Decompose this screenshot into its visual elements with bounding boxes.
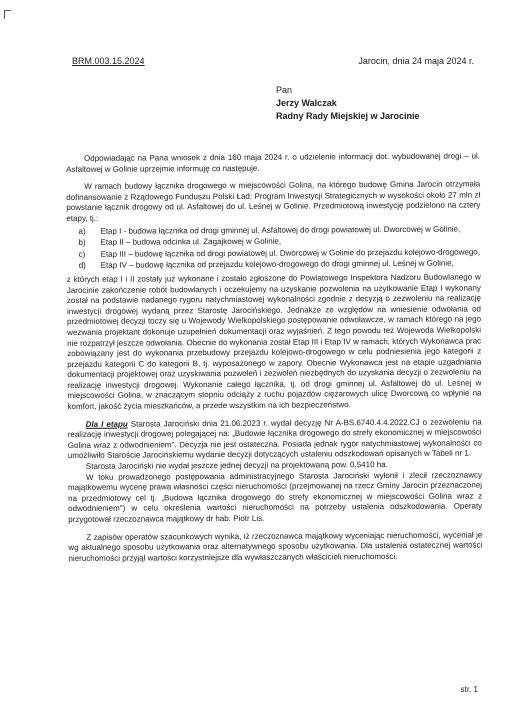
addressee-salutation: Pan — [276, 85, 293, 95]
paragraph-appraisal: Z zapisów operatów szacunkowych wynika, iż rzeczoznawca majątkowy wyceniając nieruchomości, wyceniał je wg aktualnego sposobu użytkowania oraz alternatywnego sposobu użytkowania. Dla ustalenia ostatecznej wartości nieruchomości przyjął wartości korzystniejsze dla wywłaszczanych właścicieli nieruchomości. — [68, 530, 483, 563]
paragraph-status: z których etap I i II zostały już wykonane i zostało zgłoszone do Powiatowego Inspektora Nadzoru Budowlanego w Jarocinie zakończenie robót budowlanych i oczekujemy na uzyskanie pozwolenia na użytkowanie Etap I wykonany został na podstawie nadanego rygoru natychmiastowej wykonalności zgodnie z decyzją o zezwoleniu na realizację inwestycji drogowej wydaną przez Starostę Jarocińskiego. Jednakże ze względów na wniesienie odwołania od przedmiotowej decyzji toczy się u Wojewody Wielkopolskiego postępowanie odwoławcze, w ramach którego na jego wezwania projektant dokonuje uzupełnień dokumentacji oraz wyjaśnień. Z tego powodu też Wojewoda Wielkopolski nie rozpatrzył jeszcze odwołania. Obecnie do wykonania został Etap III i Etap IV w ramach, których Wykonawca prac zobowiązany jest do wykonania przebudowy przejazdu kolejowo-drogowego w celu podniesienia jego kategorii z przejazdu kategorii C do kategorii B, tj. wyposażonego w zapory. Obecnie Wykonawca jest na etapie uzgadniania dokumentacji projektowej oraz uzyskiwania pozwoleń i zezwoleń niezbędnych do uzyskania decyzji o zezwoleniu na realizację inwestycji drogowej. Wykonanie całego łącznika, tj. od drogi gminnej ul. Asfaltowej do ul. Leśnej w miejscowości Golina, w znaczącym stopniu odciąży z ruchu pojazdów ciężarowych ulicę Dworcową co wpłynie na komfort, jakość życia mieszkańców, a przede wszystkim na ich bezpieczeństwo. — [66, 272, 482, 412]
corner-mark — [4, 10, 11, 19]
reference-number: BRM.003.15.2024 — [72, 56, 145, 66]
stage-one-label: Dla I etapu — [85, 419, 128, 429]
list-item: c) Etap III – budowę łącznika od drogi powiatowej ul. Dworcowej w Golinie do przejazdu kolejowo-drogowego, — [78, 247, 480, 259]
list-item: a) Etap I - budowa łącznika od drogi gminnej ul. Asfaltowej do drogi powiatowej ul. Dworcowej w Golinie, — [78, 224, 461, 236]
paragraph-valuation: W toku prowadzonego postępowania administracyjnego Starosta Jarociński wyłonił i zlecił rzeczoznawcy majątkowemu wycenę prawa własności części nieruchomości (przejmowanej na rzecz Gminy Jarocin przeznaczonej na przedmiotowy cel tj. „Budowa łącznika drogowego do strefy ekonomicznej w miejscowości Golina wraz z odwodnieniem") w celu określenia wartości nieruchomości na potrzeby ustalenia odszkodowania. Operaty przygotował rzeczoznawca majątkowy dr hab. Piotr Lis. — [68, 470, 483, 524]
paragraph-project: W ramach budowy łącznika drogowego w miejscowości Golina, na którego budowę Gmina Jarocin otrzymała dofinansowanie z Rządowego Funduszu Polski Ład: Program Inwestycji Strategicznych w wysokości około 27 mln zł powstanie łącznik drogowy od ul. Asfaltowej do ul. Leśnej w Golinie. Przedmiotową inwestycję podzielono na cztery etapy, tj.: — [66, 179, 481, 223]
list-item: d) Etap IV – budowę łącznika od przejazdu kolejowo-drogowego do drogi gminnej ul. Leśnej w Golinie, — [78, 258, 454, 271]
letter-body — [66, 151, 483, 571]
addressee-block — [276, 84, 420, 123]
addressee-title: Radny Rady Miejskiej w Jarocinie — [276, 111, 420, 121]
paragraph-intro: Odpowiadając na Pana wniosek z dnia 160 maja 2024 r. o udzielenie informacji dot. wybudowanej drogi – ul. Asfaltowej w Golinie uprzejmie informuję co następuje. — [66, 151, 481, 174]
paragraph-stage-one: Dla I etapu Starosta Jarociński dnia 21.06.2023 r. wydał decyzję Nr A-BS.6740.4.4.2022.CJ o zezwoleniu na realizację inwestycji drogowej polegającej na: „Budowie łącznika drogowego do strefy ekonomicznej w miejscowości Golina wraz z odwodnieniem". Decyzja nie jest ostateczna. Posiada jednak rygor natychmiastowej wykonalności co umożliwiło Staroście Jarocińskiemu wydanie decyzji dotyczących ustaleniu odszkodowań opisanych w Tabeli nr 1. — [67, 417, 482, 461]
place-and-date: Jarocin, dnia 24 maja 2024 r. — [358, 56, 474, 66]
addressee-name: Jerzy Walczak — [276, 98, 337, 108]
list-item: b) Etap II – budowa odcinka ul. Zagajkowej w Golinie, — [78, 236, 282, 248]
page-number: str. 1 — [460, 685, 478, 694]
stage-list — [66, 224, 480, 272]
paragraph-remaining-decision: Starosta Jarociński nie wydał jeszcze jednej decyzji na projektowaną pow. 0,5410 ha. — [85, 460, 388, 471]
